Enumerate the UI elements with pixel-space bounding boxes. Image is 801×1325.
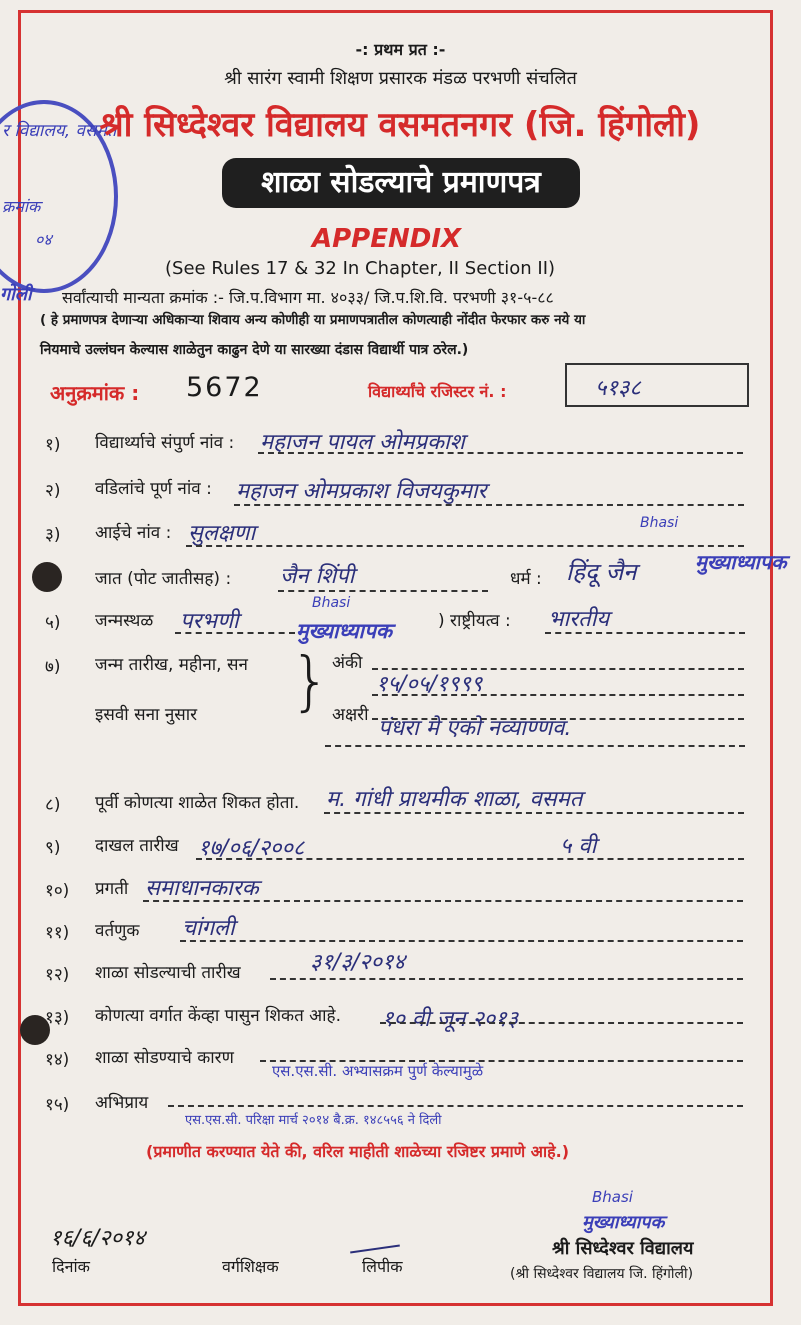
admission-class: ५ वी: [560, 834, 597, 859]
appendix-title: APPENDIX: [312, 224, 462, 254]
remarks-value: एस.एस.सी. परिक्षा मार्च २०१४ बै.क्र. १४८५५६ ने दिली: [185, 1113, 442, 1128]
field-10-label: प्रगती: [95, 879, 129, 899]
dash-line: [278, 590, 488, 592]
field-15-label: अभिप्राय: [95, 1093, 149, 1113]
field-1-num: १): [45, 435, 61, 455]
dash-line: [180, 940, 743, 942]
nationality-value: भारतीय: [548, 607, 610, 632]
dash-line: [545, 632, 745, 634]
field-7-label: जन्म तारीख, महीना, सन: [95, 655, 248, 675]
head-stamp-footer: मुख्याध्यापक: [582, 1212, 665, 1233]
clerk-label: लिपीक: [362, 1257, 403, 1276]
dash-line: [325, 745, 745, 747]
school-stamp-sub: (श्री सिध्देश्वर विद्यालय जि. हिंगोली): [510, 1266, 694, 1282]
field-11-num: ११): [45, 923, 70, 943]
initial-signature: Bhasi: [640, 515, 679, 531]
leaving-date: ३१/३/२०१४: [310, 950, 405, 975]
field-8-label: पूर्वी कोणत्या शाळेत शिकत होता.: [95, 793, 300, 813]
initial-signature-2: Bhasi: [312, 595, 351, 611]
dash-line: [380, 1022, 743, 1024]
certification-note: (प्रमाणीत करण्यात येते की, वरिल माहीती शाळेच्या रजिष्टर प्रमाणे आहे.): [146, 1142, 570, 1161]
register-box: [565, 363, 749, 407]
dash-line: [234, 504, 744, 506]
field-12-num: १२): [45, 965, 70, 985]
nationality-label: ) राष्ट्रीयत्व :: [438, 611, 511, 631]
religion-label: धर्म :: [510, 569, 542, 589]
field-9-label: दाखल तारीख: [95, 836, 179, 856]
field-7-num: ७): [45, 657, 61, 677]
birth-place: परभणी: [180, 609, 239, 634]
field-7-label-2: इसवी सना नुसार: [95, 705, 198, 725]
birth-date-words: पंधरा मे एको नव्याण्णव.: [378, 716, 572, 741]
progress-value: समाधानकारक: [145, 876, 259, 901]
punch-hole: [32, 562, 62, 592]
head-stamp-small: मुख्याध्यापक: [695, 550, 787, 574]
dash-line: [168, 1105, 743, 1107]
seal-text-3: ०४: [35, 230, 52, 249]
admission-date: १७/०६/२००८: [198, 836, 305, 861]
field-11-label: वर्तणुक: [95, 921, 140, 941]
dash-line: [270, 978, 743, 980]
field-14-label: शाळा सोडण्याचे कारण: [95, 1048, 234, 1068]
field-10-num: १०): [45, 881, 70, 901]
father-name: महाजन ओमप्रकाश विजयकुमार: [236, 479, 487, 504]
dash-line: [372, 694, 744, 696]
dash-line: [175, 632, 295, 634]
field-15-num: १५): [45, 1095, 70, 1115]
current-class: १० वी जून २०१३: [382, 1007, 519, 1032]
head-signature: Bhasi: [592, 1188, 633, 1206]
birth-date-digits: १५/०५/१९९९: [376, 672, 483, 697]
class-teacher-label: वर्गशिक्षक: [222, 1257, 279, 1276]
field-8-num: ८): [45, 795, 61, 815]
field-3-num: ३): [45, 525, 61, 545]
seal-text-1: र विद्यालय, वसमत: [2, 121, 117, 141]
field-13-num: १३): [45, 1008, 70, 1028]
society-name: श्री सारंग स्वामी शिक्षण प्रसारक मंडळ परभणी संचलित: [224, 68, 577, 89]
field-9-num: ९): [45, 838, 61, 858]
recognition-number: सर्वांत्याची मान्यता क्रमांक :- जि.प.विभाग मा. ४०३३/ जि.प.शि.वि. परभणी ३१-५-८८: [62, 288, 554, 307]
serial-label: अनुक्रमांक :: [50, 381, 140, 405]
dash-line: [258, 452, 743, 454]
seal-text-4: गोली: [0, 284, 32, 305]
religion-value: हिंदू जैन: [566, 558, 637, 586]
previous-school: म. गांधी प्राथमीक शाळा, वसमत: [326, 787, 583, 812]
issue-date: १६/६/२०१४: [50, 1226, 145, 1251]
field-3-label: आईचे नांव :: [95, 523, 172, 543]
warning-line-2: नियमाचे उल्लंघन केल्यास शाळेतुन काढुन देणे या सारख्या दंडास विद्यार्थी पात्र ठरेल.): [40, 342, 469, 358]
brace: }: [290, 645, 331, 719]
dash-line: [143, 900, 743, 902]
register-value: ५१३८: [595, 376, 641, 401]
birth-digits-label: अंकी: [332, 653, 363, 673]
field-5-num: ५): [45, 613, 61, 633]
field-4-label: जात (पोट जातीसह) :: [95, 569, 232, 589]
conduct-value: चांगली: [182, 916, 235, 941]
dash-line: [186, 545, 744, 547]
dash-line: [324, 812, 744, 814]
date-label: दिनांक: [52, 1257, 90, 1276]
leaving-reason: एस.एस.सी. अभ्यासक्रम पुर्ण केल्यामुळे: [272, 1062, 484, 1080]
register-label: विद्यार्थ्यांचे रजिस्टर नं. :: [368, 382, 507, 401]
certificate-title: शाळा सोडल्याचे प्रमाणपत्र: [222, 158, 580, 208]
field-5-label: जन्मस्थळ: [95, 611, 154, 631]
seal-text-2: क्रमांक: [2, 197, 41, 216]
field-2-label: वडिलांचे पूर्ण नांव :: [95, 479, 212, 499]
mother-name: सुलक्षणा: [188, 521, 256, 546]
warning-line-1: ( हे प्रमाणपत्र देणाऱ्या अधिकाऱ्या शिवाय अन्य कोणीही या प्रमाणपत्रातील कोणत्याही नोंदीत फेरफार करु नये या: [40, 312, 586, 328]
head-stamp-mid: मुख्याध्यापक: [296, 619, 393, 643]
dash-line: [372, 718, 744, 720]
field-12-label: शाळा सोडल्याची तारीख: [95, 963, 241, 983]
field-1-label: विद्यार्थ्याचे संपुर्ण नांव :: [95, 433, 235, 453]
serial-value: 5672: [186, 372, 263, 403]
caste-value: जैन शिंपी: [280, 564, 355, 589]
field-2-num: २): [45, 481, 61, 501]
school-name: श्री सिध्देश्वर विद्यालय वसमतनगर (जि. हिंगोली): [99, 105, 701, 145]
birth-words-label: अक्षरी: [332, 705, 369, 725]
student-name: महाजन पायल ओमप्रकाश: [260, 430, 465, 455]
school-stamp-footer: श्री सिध्देश्वर विद्यालय: [552, 1238, 694, 1259]
rules-reference: (See Rules 17 & 32 In Chapter, II Section II): [165, 258, 556, 279]
field-13-label: कोणत्या वर्गात केंव्हा पासुन शिकत आहे.: [95, 1006, 341, 1026]
field-14-num: १४): [45, 1050, 70, 1070]
copy-label: -: प्रथम प्रत :-: [355, 40, 446, 59]
dash-line: [196, 858, 744, 860]
